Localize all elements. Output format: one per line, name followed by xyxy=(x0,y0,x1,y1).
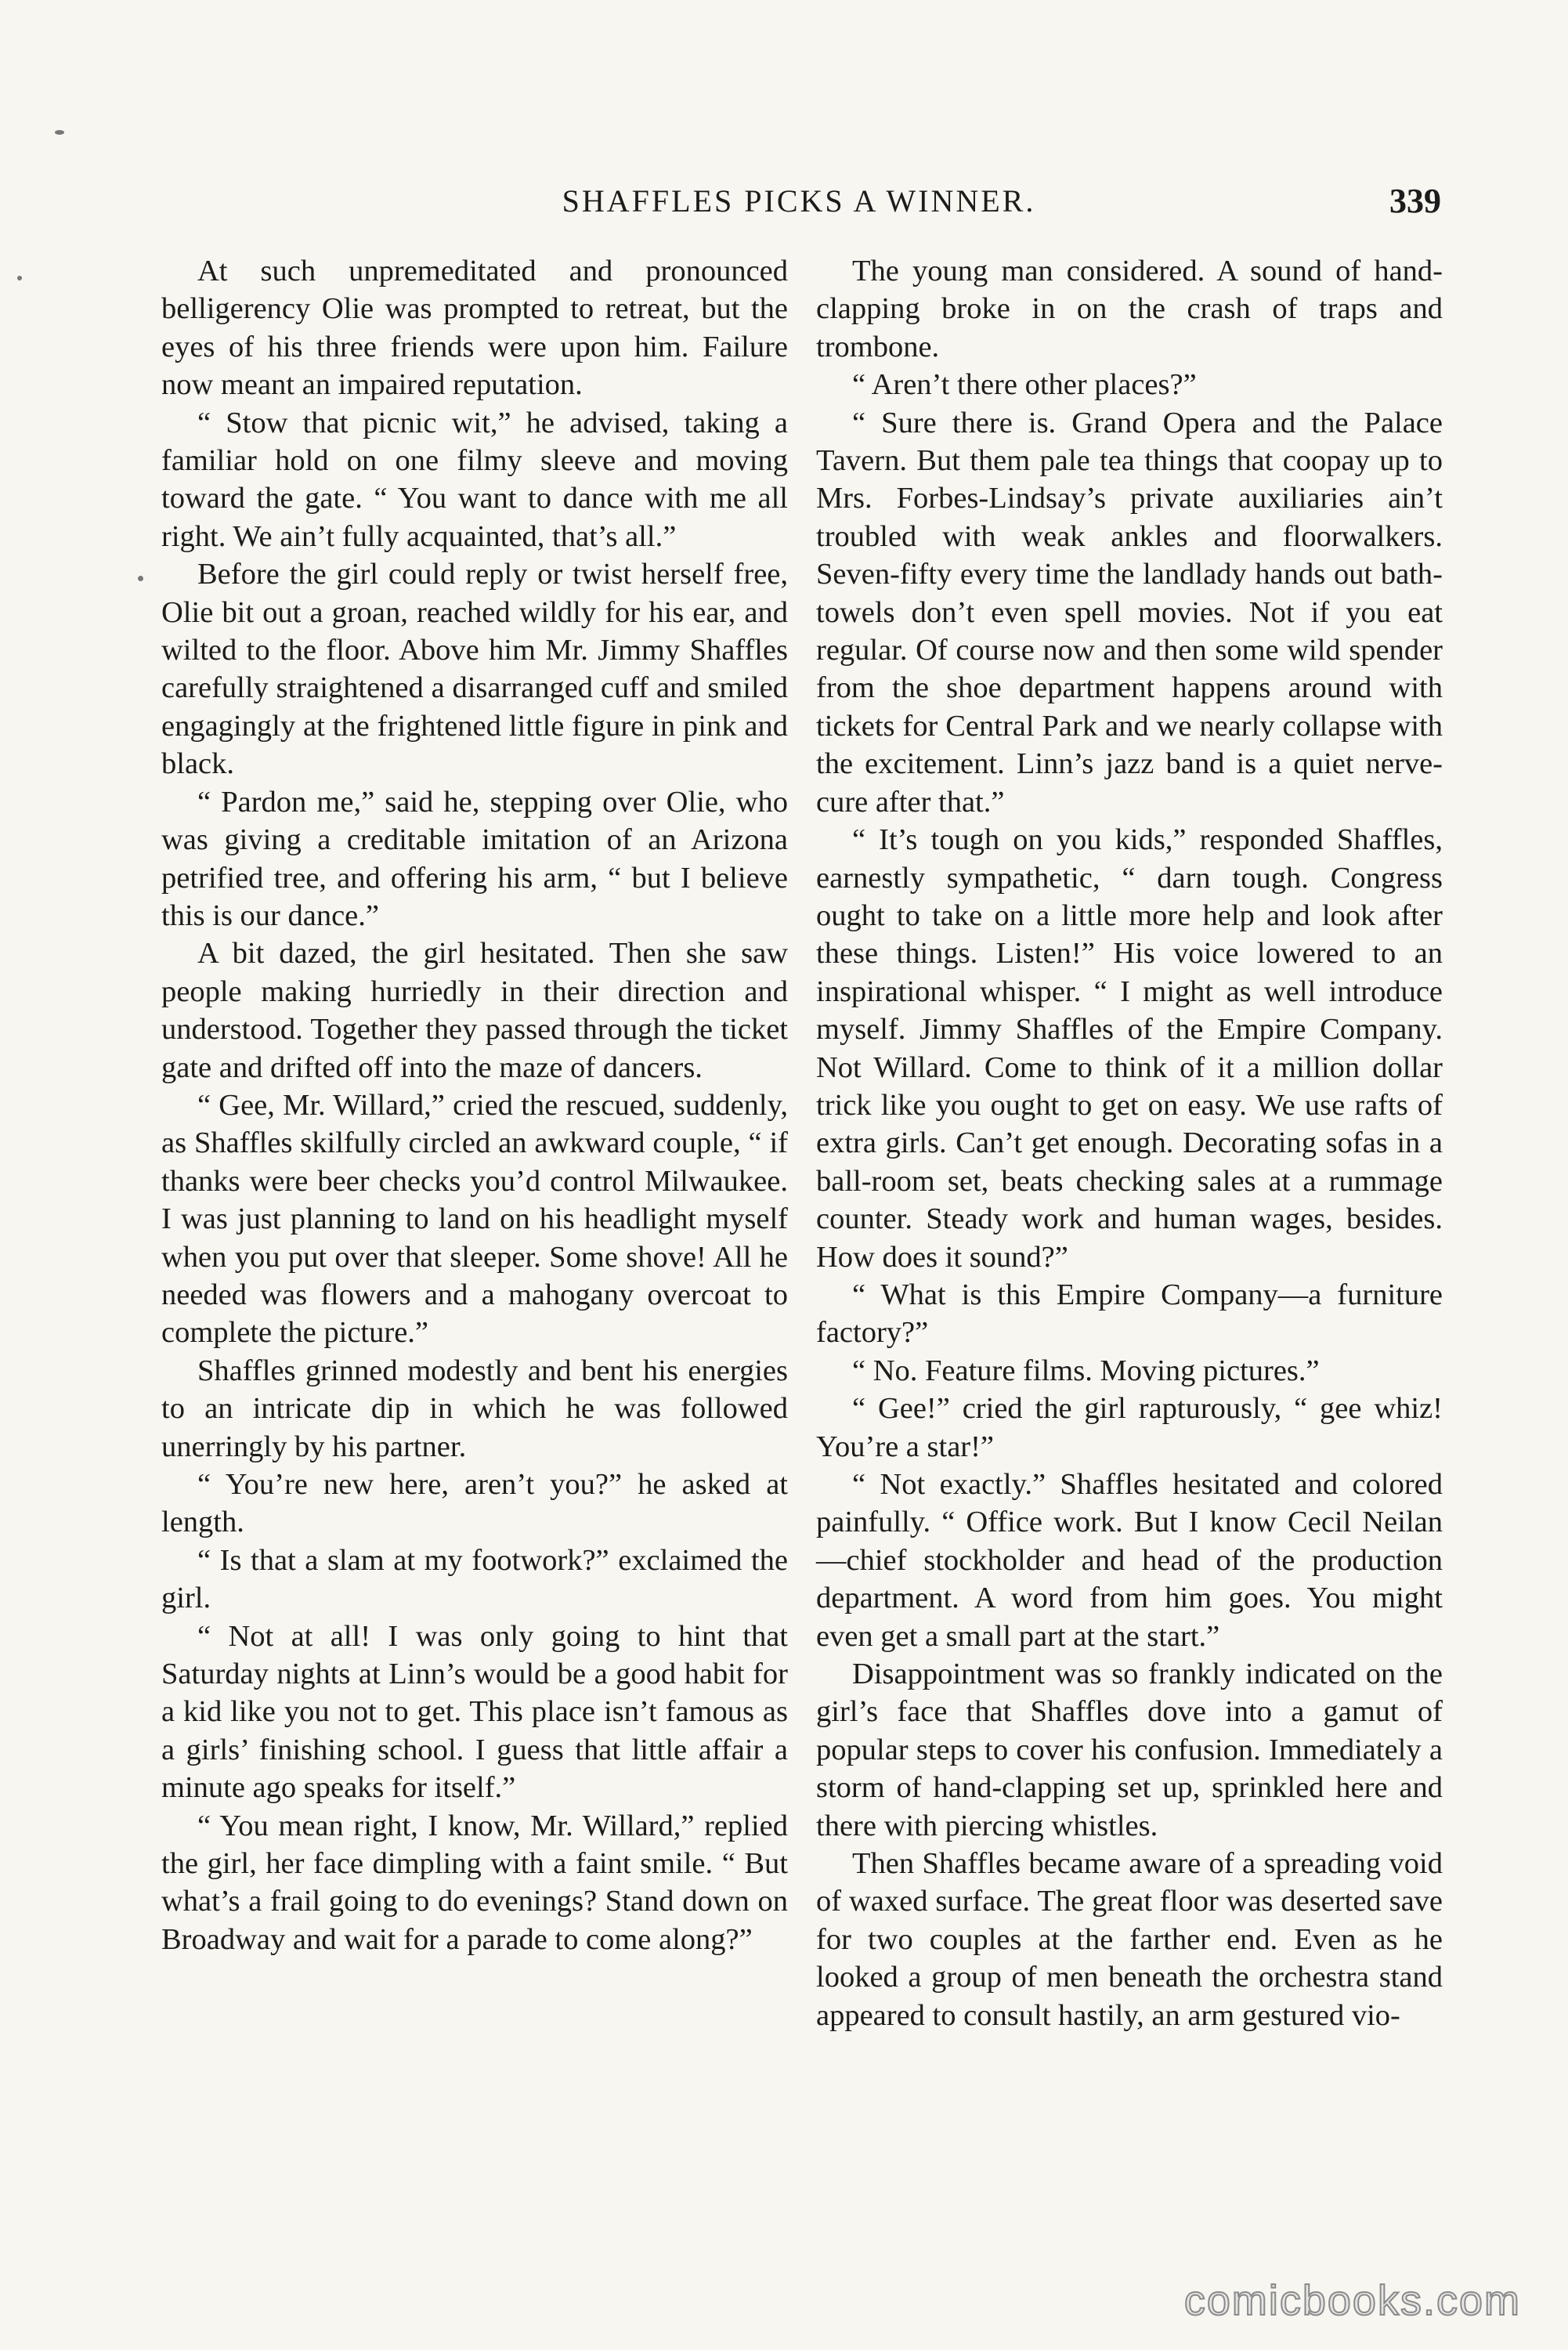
paragraph: At such unpremeditated and pronounced belligerency Olie was prompted to retreat, but the eyes of his three friends were upon him. Failure now meant an impaired reputation. xyxy=(161,255,788,402)
paragraph: “ Is that a slam at my footwork?” exclaimed the girl. xyxy=(161,1543,788,1615)
ink-speck xyxy=(55,130,64,135)
paragraph: Before the girl could reply or twist herself free, Olie bit out a groan, reached wildly for his ear, and wilted to the floor. Above him Mr. Jimmy Shaffles carefully straightened a disarranged cuff and smiled engagingly at the frightened little figure in pink and black. xyxy=(161,558,788,781)
running-title: SHAFFLES PICKS A WINNER. xyxy=(562,183,1036,219)
watermark: comicbooks.com xyxy=(1183,2277,1521,2324)
paragraph: “ Pardon me,” said he, stepping over Olie, who was giving a creditable imitation of an Arizona petrified tree, and offering his arm, “ but I believe this is our dance.” xyxy=(161,785,788,932)
page-header xyxy=(157,174,1441,229)
paragraph: “ Gee, Mr. Willard,” cried the rescued, suddenly, as Shaffles skilfully circled an awkward couple, “ if thanks were beer checks you’d control Milwaukee. I was just planning to land on his headlight myself when you put over that sleeper. Some shove! All he needed was flowers and a mahogany overcoat to complete the picture.” xyxy=(161,1088,788,1350)
ink-speck xyxy=(138,576,143,581)
paragraph: “ It’s tough on you kids,” responded Shaffles, earnestly sympathetic, “ darn tough. Congress ought to take on a little more help and look after these things. Listen!” His voice lowered to an inspirational whisper. “ I might as well introduce myself. Jimmy Shaffles of the Empire Company. Not Willard. Come to think of it a million dollar trick like you ought to get on easy. We use rafts of extra girls. Can’t get enough. Decorating sofas in a ball-room set, beats checking sales at a rummage counter. Steady work and human wages, besides. How does it sound?” xyxy=(816,823,1443,1274)
page-number: 339 xyxy=(1389,182,1441,220)
paragraph: “ Aren’t there other places?” xyxy=(852,368,1197,402)
paragraph: “ Stow that picnic wit,” he advised, taking a familiar hold on one filmy sleeve and moving toward the gate. “ You want to dance with me all right. We ain’t fully acquainted, that’s all.” xyxy=(161,406,788,553)
paragraph: The young man considered. A sound of hand-clapping broke in on the crash of traps and trombone. xyxy=(816,255,1443,363)
paragraph: A bit dazed, the girl hesitated. Then she saw people making hurriedly in their direction and understood. Together they passed through the ticket gate and drifted off into the maze of dancers. xyxy=(161,937,788,1084)
paragraph: “ Sure there is. Grand Opera and the Palace Tavern. But them pale tea things that coopay up to Mrs. Forbes-Lindsay’s private auxiliaries ain’t troubled with weak ankles and floorwalkers. Seven-fifty every time the landlady hands out bath-towels don’t even spell movies. Not if you eat regular. Of course now and then some wild spender from the shoe department happens around with tickets for Central Park and we nearly collapse with the excitement. Linn’s jazz band is a quiet nerve-cure after that.” xyxy=(816,406,1443,819)
ink-speck xyxy=(17,276,22,280)
paragraph: Disappointment was so frankly indicated on the girl’s face that Shaffles dove into a gamut of popular steps to cover his confusion. Immediately a storm of hand-clapping set up, sprinkled here and there with piercing whistles. xyxy=(816,1658,1443,1842)
paragraph: Shaffles grinned modestly and bent his energies to an intricate dip in which he was followed unerringly by his partner. xyxy=(161,1354,788,1463)
paragraph: Then Shaffles became aware of a spreading void of waxed surface. The great floor was deserted save for two couples at the farther end. Even as he looked a group of men beneath the orchestra stand appeared to consult hastily, an arm gestured vio- xyxy=(816,1847,1443,2032)
paragraph: “ What is this Empire Company—a furniture factory?” xyxy=(816,1278,1443,1350)
paragraph: “ You’re new here, aren’t you?” he asked at length. xyxy=(161,1468,788,1539)
paragraph: “ Not exactly.” Shaffles hesitated and colored painfully. “ Office work. But I know Cecil Neilan—chief stockholder and head of the production department. A word from him goes. You might even get a small part at the start.” xyxy=(816,1468,1443,1653)
paragraph: “ Gee!” cried the girl rapturously, “ gee whiz! You’re a star!” xyxy=(816,1392,1443,1463)
left-column xyxy=(161,252,788,1958)
paragraph: “ Not at all! I was only going to hint that Saturday nights at Linn’s would be a good habit for a kid like you not to get. This place isn’t famous as a girls’ finishing school. I guess that little affair a minute ago speaks for itself.” xyxy=(161,1619,788,1805)
paragraph: “ You mean right, I know, Mr. Willard,” replied the girl, her face dimpling with a faint smile. “ But what’s a frail going to do evenings? Stand down on Broadway and wait for a parade to come along?” xyxy=(161,1809,788,1956)
right-column xyxy=(816,252,1443,2034)
paragraph: “ No. Feature films. Moving pictures.” xyxy=(852,1354,1320,1387)
